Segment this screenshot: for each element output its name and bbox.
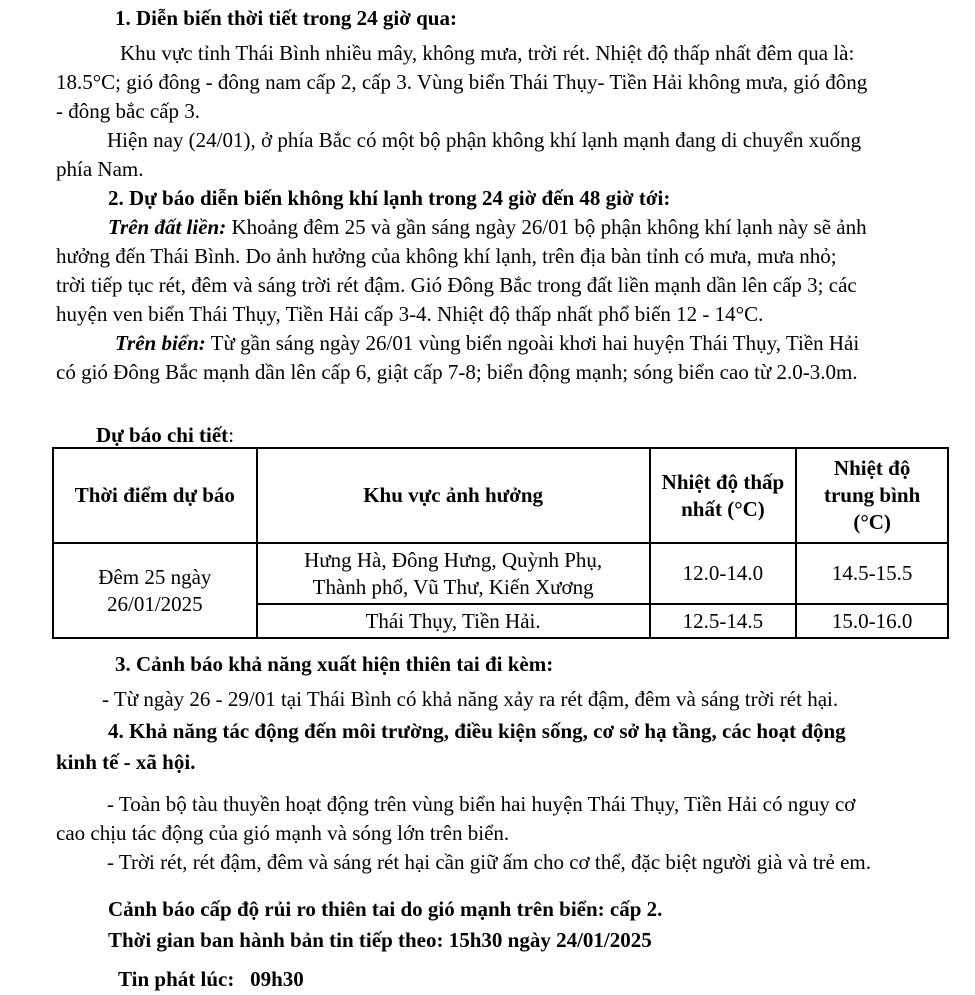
- forecast-time-cell: Đêm 25 ngày 26/01/2025: [53, 543, 257, 638]
- header-forecast-time: Thời điểm dự báo: [53, 448, 257, 543]
- forecast-table: [52, 447, 949, 639]
- section-1-text-line: phía Nam.: [56, 157, 144, 181]
- section-1-text-line: Khu vực tỉnh Thái Bình nhiều mây, không mưa, trời rét. Nhiệt độ thấp nhất đêm qua là:: [120, 41, 855, 65]
- next-bulletin-time: Thời gian ban hành bản tin tiếp theo: 15h30 ngày 24/01/2025: [108, 928, 652, 952]
- affected-area-cell: Thái Thụy, Tiền Hải.: [257, 604, 650, 638]
- section-4-text-line: - Trời rét, rét đậm, đêm và sáng rét hại cần giữ ấm cho cơ thể, đặc biệt người già và trẻ em.: [107, 850, 872, 874]
- sea-forecast-line: [115, 331, 859, 355]
- section-1-text-line: - đông bắc cấp 3.: [56, 99, 201, 123]
- section-3-heading: 3. Cảnh báo khả năng xuất hiện thiên tai đi kèm:: [115, 652, 554, 676]
- section-2-heading: 2. Dự báo diễn biến không khí lạnh trong 24 giờ đến 48 giờ tới:: [108, 186, 671, 210]
- land-forecast-line: [108, 215, 867, 239]
- section-4-heading: 4. Khả năng tác động đến môi trường, điều kiện sống, cơ sở hạ tầng, các hoạt động: [108, 719, 846, 743]
- land-forecast-line: huyện ven biển Thái Thụy, Tiền Hải cấp 3-4. Nhiệt độ thấp nhất phổ biến 12 - 14°C.: [56, 302, 764, 326]
- min-temp-cell: 12.0-14.0: [650, 543, 797, 604]
- section-1-text-line: Hiện nay (24/01), ở phía Bắc có một bộ phận không khí lạnh mạnh đang di chuyển xuống: [107, 128, 862, 152]
- land-text: Khoảng đêm 25 và gần sáng ngày 26/01 bộ phận không khí lạnh này sẽ ảnh: [226, 215, 867, 239]
- section-4-text-line: cao chịu tác động của gió mạnh và sóng lớn trên biển.: [56, 821, 510, 845]
- sea-text: Từ gần sáng ngày 26/01 vùng biển ngoài khơi hai huyện Thái Thụy, Tiền Hải: [205, 331, 860, 355]
- affected-area-cell: Hưng Hà, Đông Hưng, Quỳnh Phụ, Thành phố, Vũ Thư, Kiến Xương: [257, 543, 650, 604]
- table-row: [53, 543, 948, 604]
- header-avg-temp: Nhiệt độ trung bình (°C): [796, 448, 948, 543]
- section-3-text-line: - Từ ngày 26 - 29/01 tại Thái Bình có khả năng xảy ra rét đậm, đêm và sáng trời rét hại.: [102, 687, 839, 711]
- land-forecast-line: hưởng đến Thái Bình. Do ảnh hưởng của không khí lạnh, trên địa bàn tỉnh có mưa, mưa nhỏ;: [56, 244, 837, 268]
- section-1-text-line: 18.5°C; gió đông - đông nam cấp 2, cấp 3. Vùng biển Thái Thụy- Tiền Hải không mưa, gió đông: [56, 70, 868, 94]
- table-header-row: [53, 448, 948, 543]
- header-min-temp: Nhiệt độ thấp nhất (°C): [650, 448, 797, 543]
- sea-forecast-line: có gió Đông Bắc mạnh dần lên cấp 6, giật cấp 7-8; biển động mạnh; sóng biển cao từ 2.0-3.0m.: [56, 360, 858, 384]
- risk-level-warning: Cảnh báo cấp độ rủi ro thiên tai do gió mạnh trên biển: cấp 2.: [108, 897, 663, 921]
- avg-temp-cell: 14.5-15.5: [796, 543, 948, 604]
- sea-label: Trên biển:: [115, 331, 206, 355]
- land-forecast-line: trời tiếp tục rét, đêm và sáng trời rét đậm. Gió Đông Bắc trong đất liền mạnh dần lên cấp 3; các: [56, 273, 857, 297]
- section-4-heading: kinh tế - xã hội.: [56, 750, 196, 774]
- avg-temp-cell: 15.0-16.0: [796, 604, 948, 638]
- detail-forecast-label: Dự báo chi tiết:: [96, 423, 235, 447]
- section-4-text-line: - Toàn bộ tàu thuyền hoạt động trên vùng biển hai huyện Thái Thụy, Tiền Hải có nguy cơ: [107, 792, 856, 816]
- issued-time: Tin phát lúc: 09h30: [118, 967, 304, 991]
- min-temp-cell: 12.5-14.5: [650, 604, 797, 638]
- header-affected-area: Khu vực ảnh hưởng: [257, 448, 650, 543]
- land-label: Trên đất liền:: [108, 215, 227, 239]
- section-1-heading: 1. Diễn biến thời tiết trong 24 giờ qua:: [115, 6, 457, 30]
